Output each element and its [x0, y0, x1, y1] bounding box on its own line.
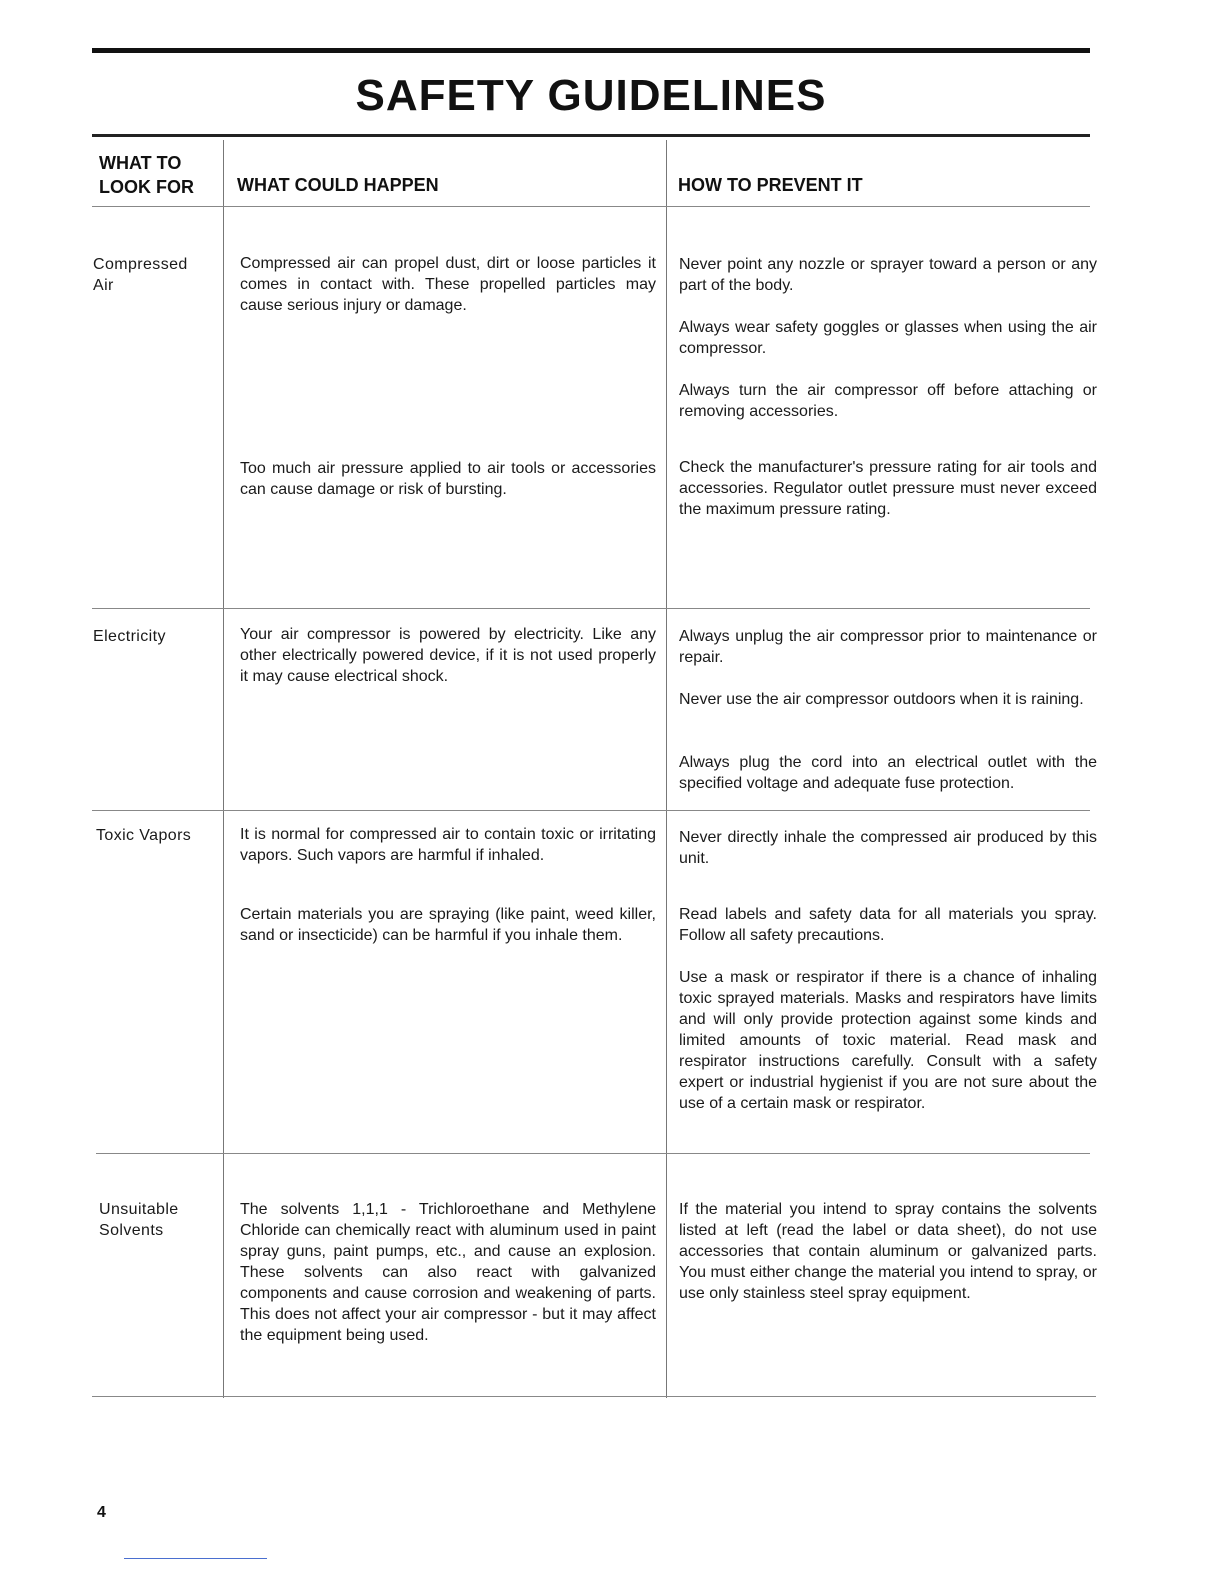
prevention-text: Use a mask or respirator if there is a chance of inhaling toxic sprayed materials. Masks and respirators have limits and will only provide protection against some kinds and limited amounts of toxic material. Read mask and respirator instructions carefully. Consult with a safety expert or industrial hygienist if you are not sure about the use of a certain mask or respirator.	[679, 969, 1097, 1112]
prevention-text: Never directly inhale the compressed air produced by this unit.	[679, 829, 1097, 867]
top-rule	[92, 48, 1090, 53]
header-how-to-prevent-it: HOW TO PREVENT IT	[678, 175, 863, 195]
row-separator	[92, 608, 1090, 609]
consequence-text: Too much air pressure applied to air tools or accessories can cause damage or risk of bursting.	[240, 460, 656, 498]
consequence-text: It is normal for compressed air to contain toxic or irritating vapors. Such vapors are harmful if inhaled.	[240, 826, 656, 864]
consequence-text: Compressed air can propel dust, dirt or loose particles it comes in contact with. These propelled particles may cause serious injury or damage.	[240, 255, 656, 314]
header-what-to-look-for	[99, 151, 214, 199]
hazard-line1: Compressed	[93, 256, 188, 273]
row-separator	[96, 1153, 1090, 1154]
consequence-text: Your air compressor is powered by electricity. Like any other electrically powered device, if it is not used properly it may cause electrical shock.	[240, 626, 656, 685]
column-divider-1	[223, 140, 224, 1398]
row-separator	[92, 810, 1090, 811]
hazard-line1: Unsuitable	[99, 1201, 179, 1218]
consequence-text: Certain materials you are spraying (like paint, weed killer, sand or insecticide) can be harmful if you inhale them.	[240, 906, 656, 944]
table-bottom-rule	[92, 1396, 1096, 1397]
hazard-label-toxic-vapors: Toxic Vapors	[96, 827, 192, 844]
header-what-could-happen: WHAT COULD HAPPEN	[237, 175, 439, 195]
prevention-text: Check the manufacturer's pressure rating for air tools and accessories. Regulator outlet pressure must never exceed the maximum pressure rating.	[679, 459, 1097, 518]
prevention-text: Never use the air compressor outdoors when it is raining.	[679, 691, 1084, 708]
prevention-text: If the material you intend to spray contains the solvents listed at left (read the label or data sheet), do not use accessories that contain aluminum or galvanized parts. You must either change the material you intend to spray, or use only stainless steel spray equipment.	[679, 1201, 1097, 1302]
hazard-line2: Air	[93, 277, 114, 294]
header-col1-line2: LOOK FOR	[99, 177, 194, 197]
prevention-text: Always plug the cord into an electrical outlet with the specified voltage and adequate fuse protection.	[679, 754, 1097, 792]
title-rule	[92, 134, 1090, 137]
page-title: SAFETY GUIDELINES	[355, 71, 827, 120]
hazard-label-unsuitable-solvents	[99, 1199, 219, 1241]
prevention-text: Always turn the air compressor off before attaching or removing accessories.	[679, 382, 1097, 420]
prevention-text: Always wear safety goggles or glasses when using the air compressor.	[679, 319, 1097, 357]
header-col1-line1: WHAT TO	[99, 153, 182, 173]
prevention-text: Always unplug the air compressor prior to maintenance or repair.	[679, 628, 1097, 666]
consequence-text: The solvents 1,1,1 - Trichloroethane and Methylene Chloride can chemically react with aluminum used in paint spray guns, paint pumps, etc., and cause an explosion. These solvents can also react with galvanized components and cause corrosion and weakening of parts. This does not affect your air compressor - but it may affect the equipment being used.	[240, 1201, 656, 1344]
hazard-line2: Solvents	[99, 1222, 164, 1239]
column-divider-2	[666, 140, 667, 1398]
footer-line	[124, 1558, 267, 1559]
header-rule	[92, 206, 1090, 207]
page-number: 4	[97, 1504, 106, 1521]
hazard-label-compressed-air	[93, 254, 218, 296]
prevention-text: Read labels and safety data for all materials you spray. Follow all safety precautions.	[679, 906, 1097, 944]
prevention-text: Never point any nozzle or sprayer toward a person or any part of the body.	[679, 256, 1097, 294]
hazard-label-electricity: Electricity	[93, 628, 166, 645]
